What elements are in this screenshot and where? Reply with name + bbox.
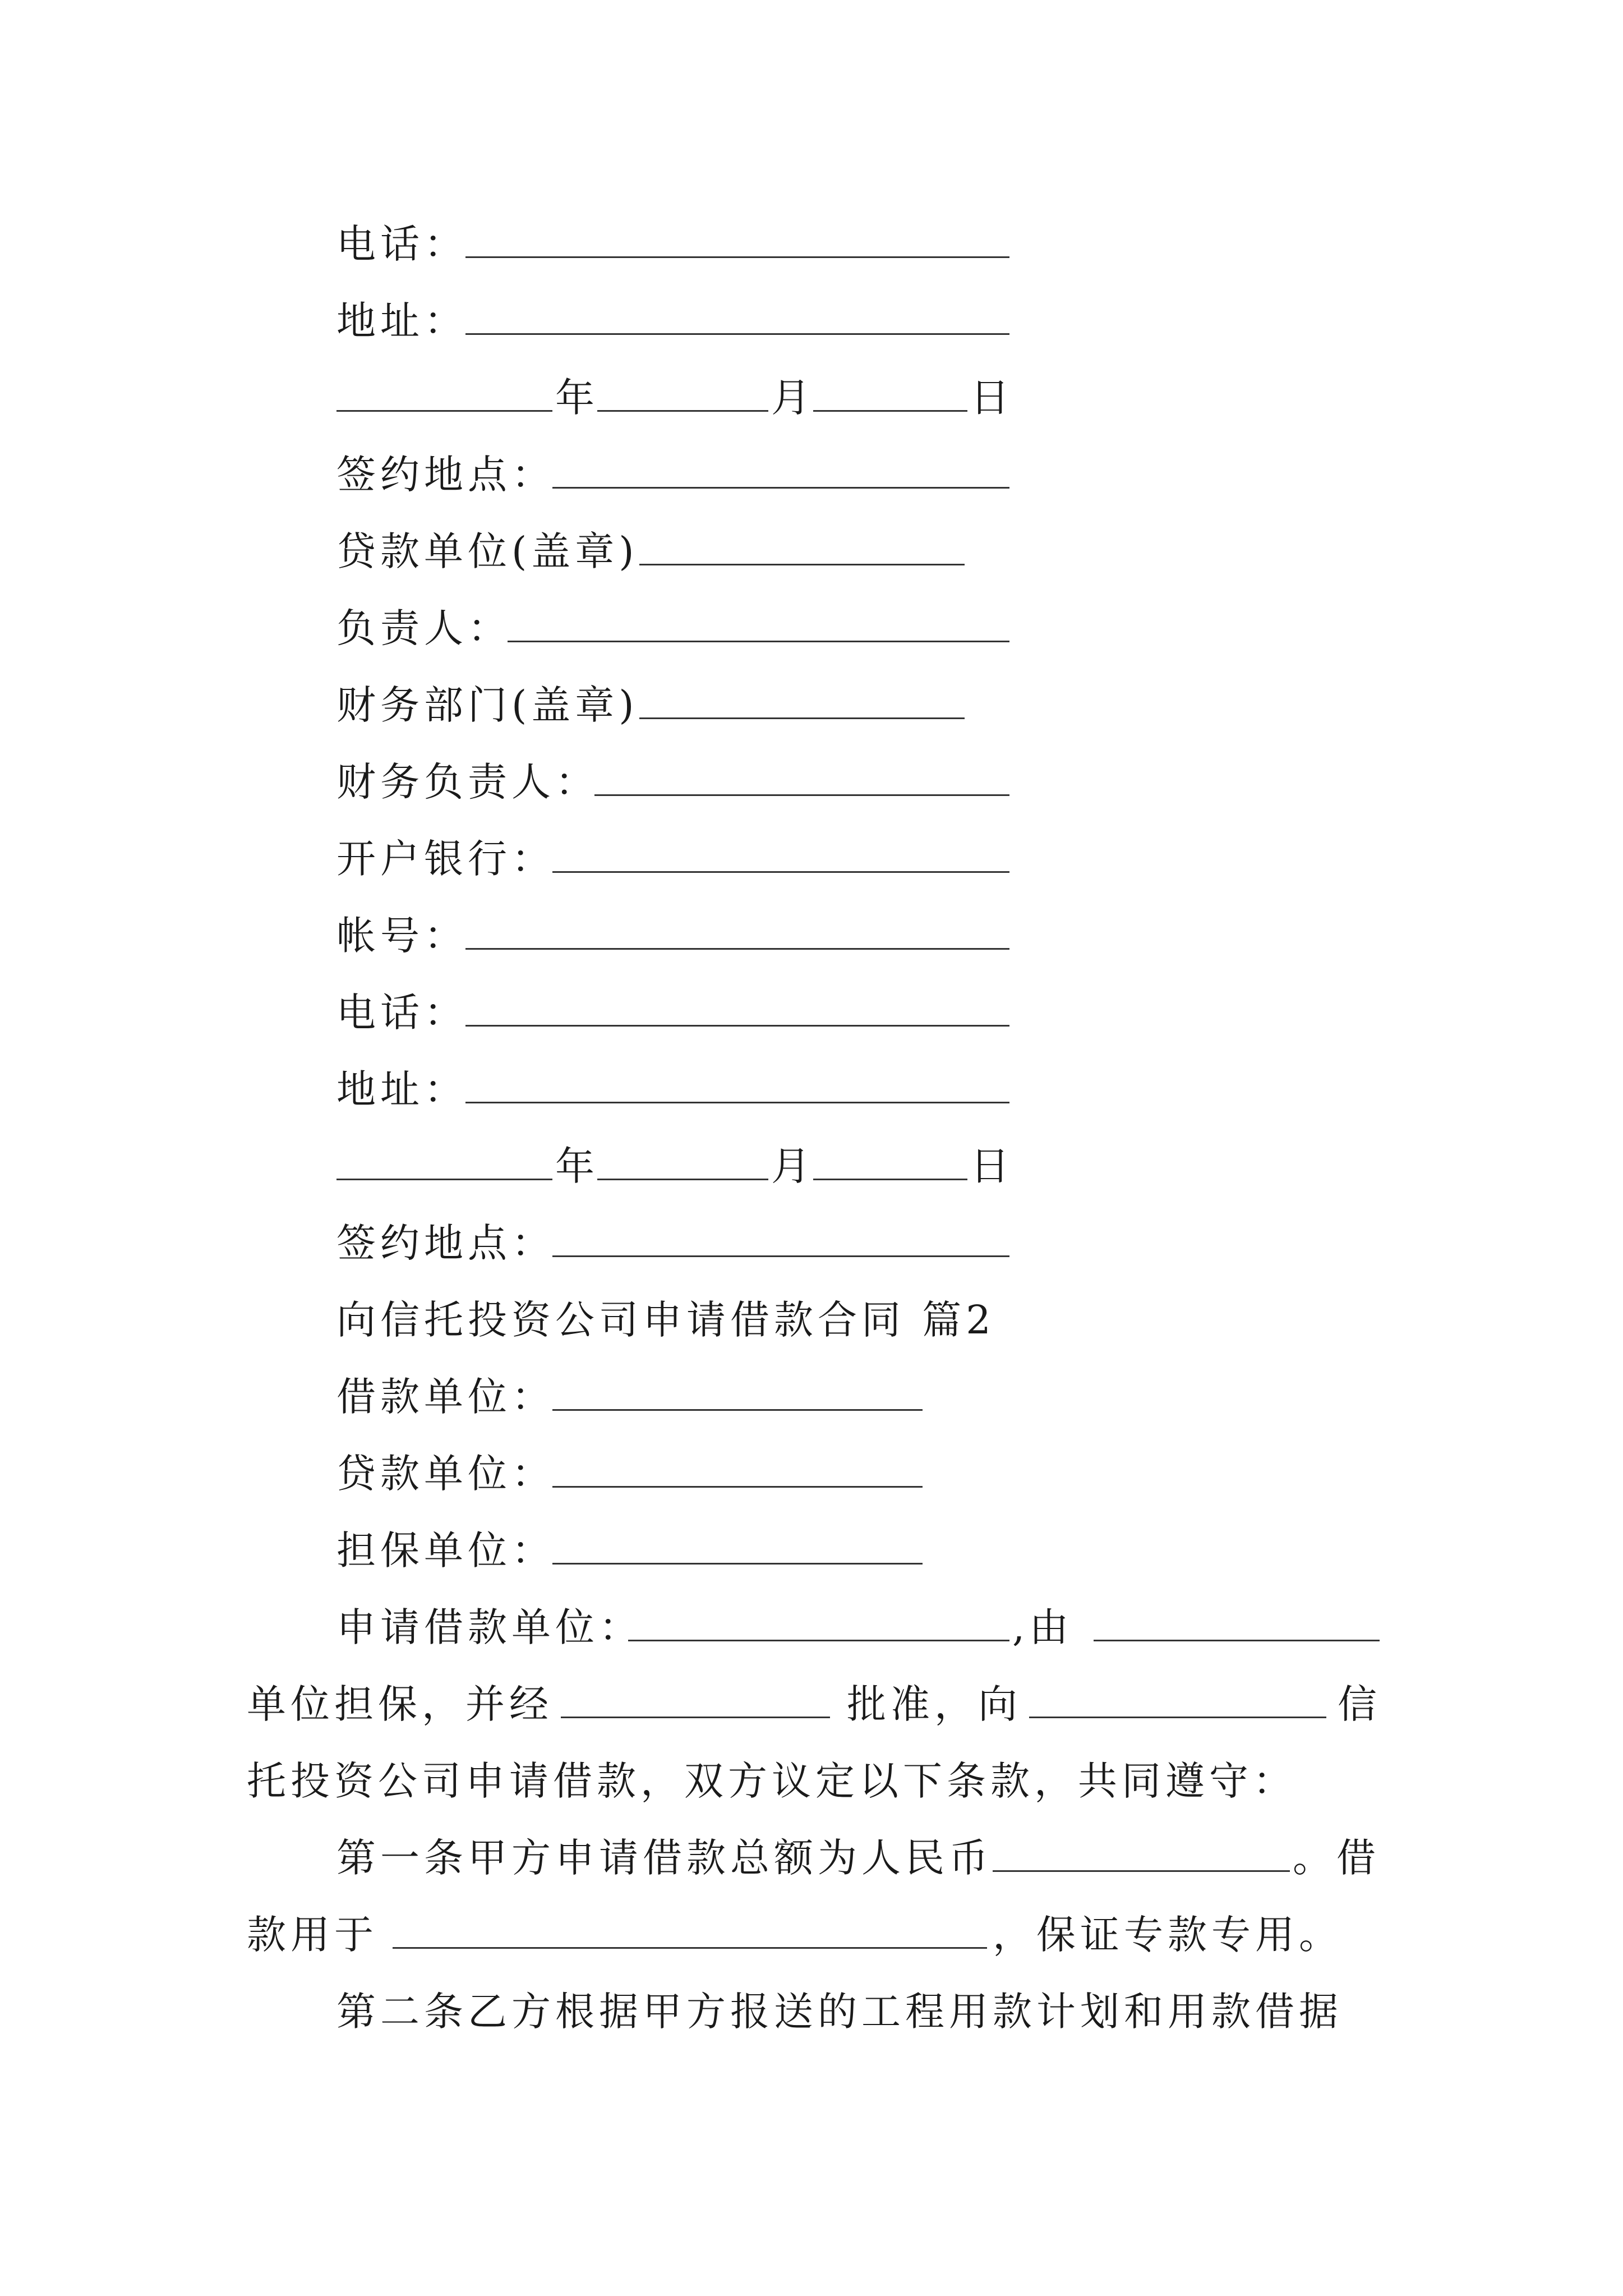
bank-blank[interactable]	[552, 831, 1009, 873]
loan-purpose-blank[interactable]	[393, 1907, 987, 1949]
guarantor-unit-blank[interactable]	[1094, 1599, 1380, 1641]
year-label: 年	[555, 1143, 599, 1189]
guarantee-text: 单位担保，并经	[247, 1681, 553, 1727]
loan-purpose-label: 款用于	[247, 1912, 378, 1958]
address-label: 地址：	[336, 298, 468, 344]
agreement-text: 托投资公司申请借款，双方议定以下条款，共同遵守：	[247, 1758, 1297, 1804]
day-label: 日	[970, 375, 1014, 421]
address-label: 地址：	[336, 1066, 468, 1112]
approve-text: 批准，向	[847, 1681, 1022, 1727]
trust-char: 信	[1338, 1681, 1381, 1727]
phone-label: 电话：	[336, 221, 468, 267]
finance-dept-seal-blank[interactable]	[639, 677, 965, 719]
phone-blank[interactable]	[465, 216, 1009, 258]
trust-company-blank[interactable]	[1029, 1676, 1326, 1718]
finance-principal-blank[interactable]	[594, 754, 1009, 796]
sign-place-blank[interactable]	[552, 1215, 1009, 1257]
applicant-label: 申请借款单位：	[336, 1604, 643, 1650]
article-2-text: 第二条乙方根据甲方报送的工程用款计划和用款借据	[336, 1989, 1343, 2035]
guarantor-blank[interactable]	[552, 1522, 923, 1565]
by-text: ,由	[1012, 1604, 1073, 1650]
section-title: 向信托投资公司申请借款合同 篇2	[336, 1297, 995, 1343]
month-blank[interactable]	[597, 370, 768, 412]
lender-seal-label: 贷款单位(盖章)	[336, 528, 639, 574]
address-blank[interactable]	[465, 293, 1009, 335]
account-label: 帐号：	[336, 913, 468, 959]
day-label: 日	[970, 1143, 1014, 1189]
special-use-text: ，保证专款专用。	[993, 1912, 1343, 1958]
borrower-blank[interactable]	[552, 1369, 923, 1411]
sign-place-label: 签约地点：	[336, 1220, 555, 1266]
principal-label: 负责人：	[336, 605, 511, 651]
month-label: 月	[771, 375, 815, 421]
applicant-blank[interactable]	[628, 1599, 1009, 1641]
year-blank[interactable]	[336, 1138, 552, 1180]
borrower-label: 借款单位：	[336, 1374, 555, 1420]
sign-place-label: 签约地点：	[336, 452, 555, 498]
phone-blank[interactable]	[465, 984, 1009, 1027]
phone-label: 电话：	[336, 990, 468, 1036]
month-label: 月	[771, 1143, 815, 1189]
lender-label: 贷款单位：	[336, 1451, 555, 1497]
finance-principal-label: 财务负责人：	[336, 759, 599, 805]
month-blank[interactable]	[597, 1138, 768, 1180]
article-1-end: 。借	[1293, 1835, 1380, 1881]
year-label: 年	[555, 375, 599, 421]
sign-place-blank[interactable]	[552, 447, 1009, 489]
guarantor-label: 担保单位：	[336, 1527, 555, 1573]
year-blank[interactable]	[336, 370, 552, 412]
bank-label: 开户银行：	[336, 836, 555, 882]
account-blank[interactable]	[465, 908, 1009, 950]
address-blank[interactable]	[465, 1061, 1009, 1103]
approver-blank[interactable]	[561, 1676, 830, 1718]
finance-dept-seal-label: 财务部门(盖章)	[336, 682, 639, 728]
day-blank[interactable]	[813, 1138, 967, 1180]
lender-blank[interactable]	[552, 1446, 923, 1488]
principal-blank[interactable]	[508, 600, 1009, 642]
lender-seal-blank[interactable]	[639, 523, 965, 565]
article-1-text: 第一条甲方申请借款总额为人民币	[336, 1835, 993, 1881]
day-blank[interactable]	[813, 370, 967, 412]
loan-amount-blank[interactable]	[993, 1830, 1290, 1872]
